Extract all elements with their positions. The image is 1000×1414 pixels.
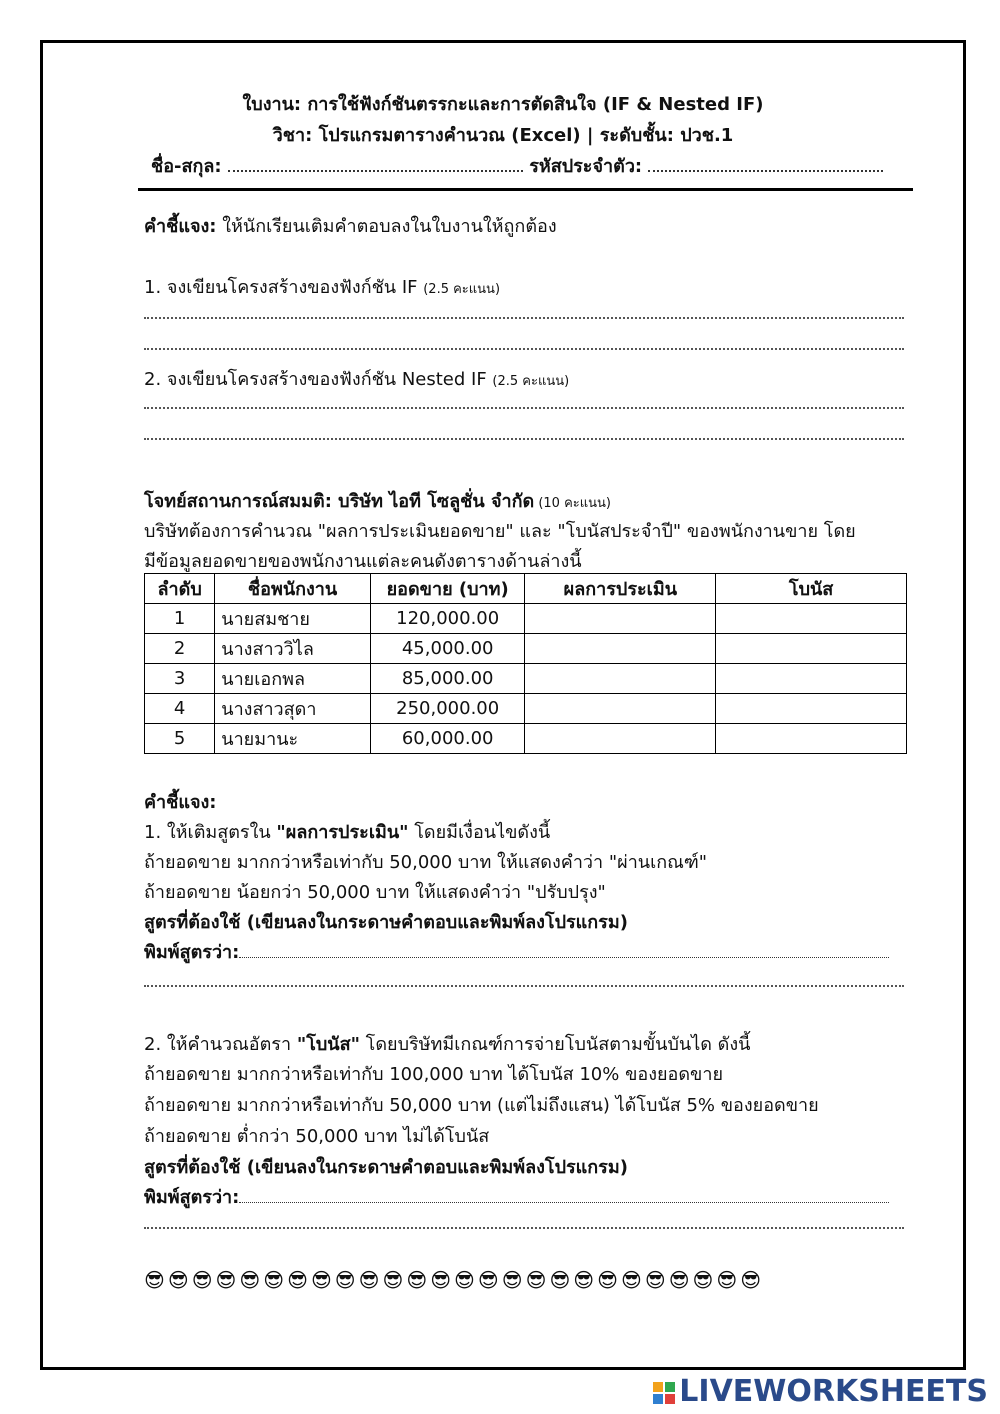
student-id-label: รหัสประจำตัว: — [529, 156, 643, 177]
answer-line[interactable] — [144, 348, 904, 350]
answer-line[interactable] — [144, 985, 904, 987]
row-amount: 250,000.00 — [370, 694, 525, 724]
table-header-row — [145, 574, 907, 604]
scenario-title — [144, 486, 611, 515]
liveworksheets-logo-text: LIVEWORKSHEETS — [679, 1374, 988, 1409]
column-header-no: ลำดับ — [145, 574, 215, 604]
part-2-condition-1: ถ้ายอดขาย มากกว่าหรือเท่ากับ 100,000 บาท ได้โบนัส 10% ของยอดขาย — [144, 1064, 723, 1085]
row-amount: 120,000.00 — [370, 604, 525, 634]
part-1-line-1 — [144, 817, 550, 846]
row-no: 2 — [145, 634, 215, 664]
evaluation-cell[interactable] — [525, 664, 716, 694]
row-amount: 60,000.00 — [370, 724, 525, 754]
liveworksheets-logo-icon — [653, 1382, 675, 1404]
part-2-condition-2: ถ้ายอดขาย มากกว่าหรือเท่ากับ 50,000 บาท (แต่ไม่ถึงแสน) ได้โบนัส 5% ของยอดขาย — [144, 1095, 819, 1116]
question-1-points: (2.5 คะแนน) — [423, 282, 501, 297]
student-info-line — [151, 151, 911, 180]
worksheet-title: ใบงาน: การใช้ฟังก์ชันตรรกะและการตัดสินใจ (IF & Nested IF) — [242, 94, 764, 115]
question-2-points: (2.5 คะแนน) — [492, 374, 570, 389]
row-name: นายมานะ — [215, 724, 371, 754]
part-2-condition-3: ถ้ายอดขาย ต่ำกว่า 50,000 บาท ไม่ได้โบนัส — [144, 1126, 490, 1147]
part-2-line-1-post: โดยบริษัทมีเกณฑ์การจ่ายโบนัสตามขั้นบันได ดังนี้ — [359, 1034, 751, 1055]
part-2-line-1-bold: "โบนัส" — [296, 1034, 360, 1055]
part-1-type-label: พิมพ์สูตรว่า: — [144, 942, 240, 963]
bonus-cell[interactable] — [716, 694, 907, 724]
row-name: นางสาวสุดา — [215, 694, 371, 724]
answer-line[interactable] — [144, 438, 904, 440]
row-no: 4 — [145, 694, 215, 724]
part-1-line-1-post: โดยมีเงื่อนไขดังนี้ — [408, 822, 551, 843]
question-2 — [144, 364, 569, 393]
question-1-text: 1. จงเขียนโครงสร้างของฟังก์ชัน IF — [144, 277, 424, 298]
scenario-title-text: โจทย์สถานการณ์สมมติ: บริษัท ไอที โซลูชั่น จำกัด — [144, 491, 535, 512]
instructions — [144, 211, 557, 240]
scenario-line-2: มีข้อมูลยอดขายของพนักงานแต่ละคนดังตารางด้านล่างนี้ — [144, 551, 582, 572]
instructions-text: ให้นักเรียนเติมคำตอบลงในใบงานให้ถูกต้อง — [216, 216, 557, 237]
bonus-cell[interactable] — [716, 604, 907, 634]
part-1-formula-field[interactable] — [239, 943, 889, 958]
row-no: 3 — [145, 664, 215, 694]
row-amount: 85,000.00 — [370, 664, 525, 694]
part-2-formula-label: สูตรที่ต้องใช้ (เขียนลงในกระดาษคำตอบและพิมพ์ลงโปรแกรม) — [144, 1157, 628, 1178]
answer-line[interactable] — [144, 1227, 904, 1229]
part-2-line-1-pre: 2. ให้คำนวณอัตรา — [144, 1034, 297, 1055]
worksheet — [40, 40, 966, 1370]
bonus-cell[interactable] — [716, 724, 907, 754]
column-header-bonus: โบนัส — [716, 574, 907, 604]
table-row — [145, 634, 907, 664]
table-row — [145, 604, 907, 634]
row-name: นายสมชาย — [215, 604, 371, 634]
worksheet-subtitle: วิชา: โปรแกรมตารางคำนวณ (Excel) | ระดับชั้น: ปวช.1 — [272, 125, 734, 146]
sales-table — [144, 573, 907, 754]
part-1-line-1-bold: "ผลการประเมิน" — [276, 822, 409, 843]
bonus-cell[interactable] — [716, 634, 907, 664]
name-field[interactable] — [228, 156, 523, 172]
evaluation-cell[interactable] — [525, 604, 716, 634]
part-2-formula-field[interactable] — [239, 1188, 889, 1203]
liveworksheets-logo — [653, 1374, 988, 1409]
part-2-type-label: พิมพ์สูตรว่า: — [144, 1187, 240, 1208]
part-2-type-formula — [144, 1182, 889, 1211]
evaluation-cell[interactable] — [525, 634, 716, 664]
evaluation-cell[interactable] — [525, 724, 716, 754]
row-name: นายเอกพล — [215, 664, 371, 694]
part-1-condition-2: ถ้ายอดขาย น้อยกว่า 50,000 บาท ให้แสดงคำว่า "ปรับปรุง" — [144, 882, 606, 903]
scenario-line-1: บริษัทต้องการคำนวณ "ผลการประเมินยอดขาย" และ "โบนัสประจำปี" ของพนักงานขาย โดย — [144, 521, 856, 542]
answer-line[interactable] — [144, 407, 904, 409]
evaluation-cell[interactable] — [525, 694, 716, 724]
part-1-condition-1: ถ้ายอดขาย มากกว่าหรือเท่ากับ 50,000 บาท ให้แสดงคำว่า "ผ่านเกณฑ์" — [144, 852, 708, 873]
table-row — [145, 724, 907, 754]
row-no: 1 — [145, 604, 215, 634]
header-divider — [138, 188, 913, 191]
instructions-label: คำชี้แจง: — [144, 216, 217, 237]
row-name: นางสาววิไล — [215, 634, 371, 664]
scenario-points: (10 คะแนน) — [534, 496, 611, 511]
column-header-name: ชื่อพนักงาน — [215, 574, 371, 604]
answer-line[interactable] — [144, 317, 904, 319]
table-row — [145, 664, 907, 694]
question-2-text: 2. จงเขียนโครงสร้างของฟังก์ชัน Nested IF — [144, 369, 493, 390]
row-no: 5 — [145, 724, 215, 754]
part-1-label: คำชี้แจง: — [144, 792, 217, 813]
name-label: ชื่อ-สกุล: — [151, 156, 222, 177]
student-id-field[interactable] — [648, 156, 883, 172]
part-1-line-1-pre: 1. ให้เติมสูตรใน — [144, 822, 277, 843]
bonus-cell[interactable] — [716, 664, 907, 694]
table-row — [145, 694, 907, 724]
question-1 — [144, 272, 500, 301]
row-amount: 45,000.00 — [370, 634, 525, 664]
part-2-line-1 — [144, 1029, 750, 1058]
part-1-type-formula — [144, 937, 889, 966]
column-header-evaluation: ผลการประเมิน — [525, 574, 716, 604]
emoji-border: 😎😎😎😎😎😎😎😎😎😎😎😎😎😎😎😎😎😎😎😎😎😎😎😎😎😎 — [144, 1268, 765, 1292]
column-header-amount: ยอดขาย (บาท) — [370, 574, 525, 604]
part-1-formula-label: สูตรที่ต้องใช้ (เขียนลงในกระดาษคำตอบและพิมพ์ลงโปรแกรม) — [144, 912, 628, 933]
